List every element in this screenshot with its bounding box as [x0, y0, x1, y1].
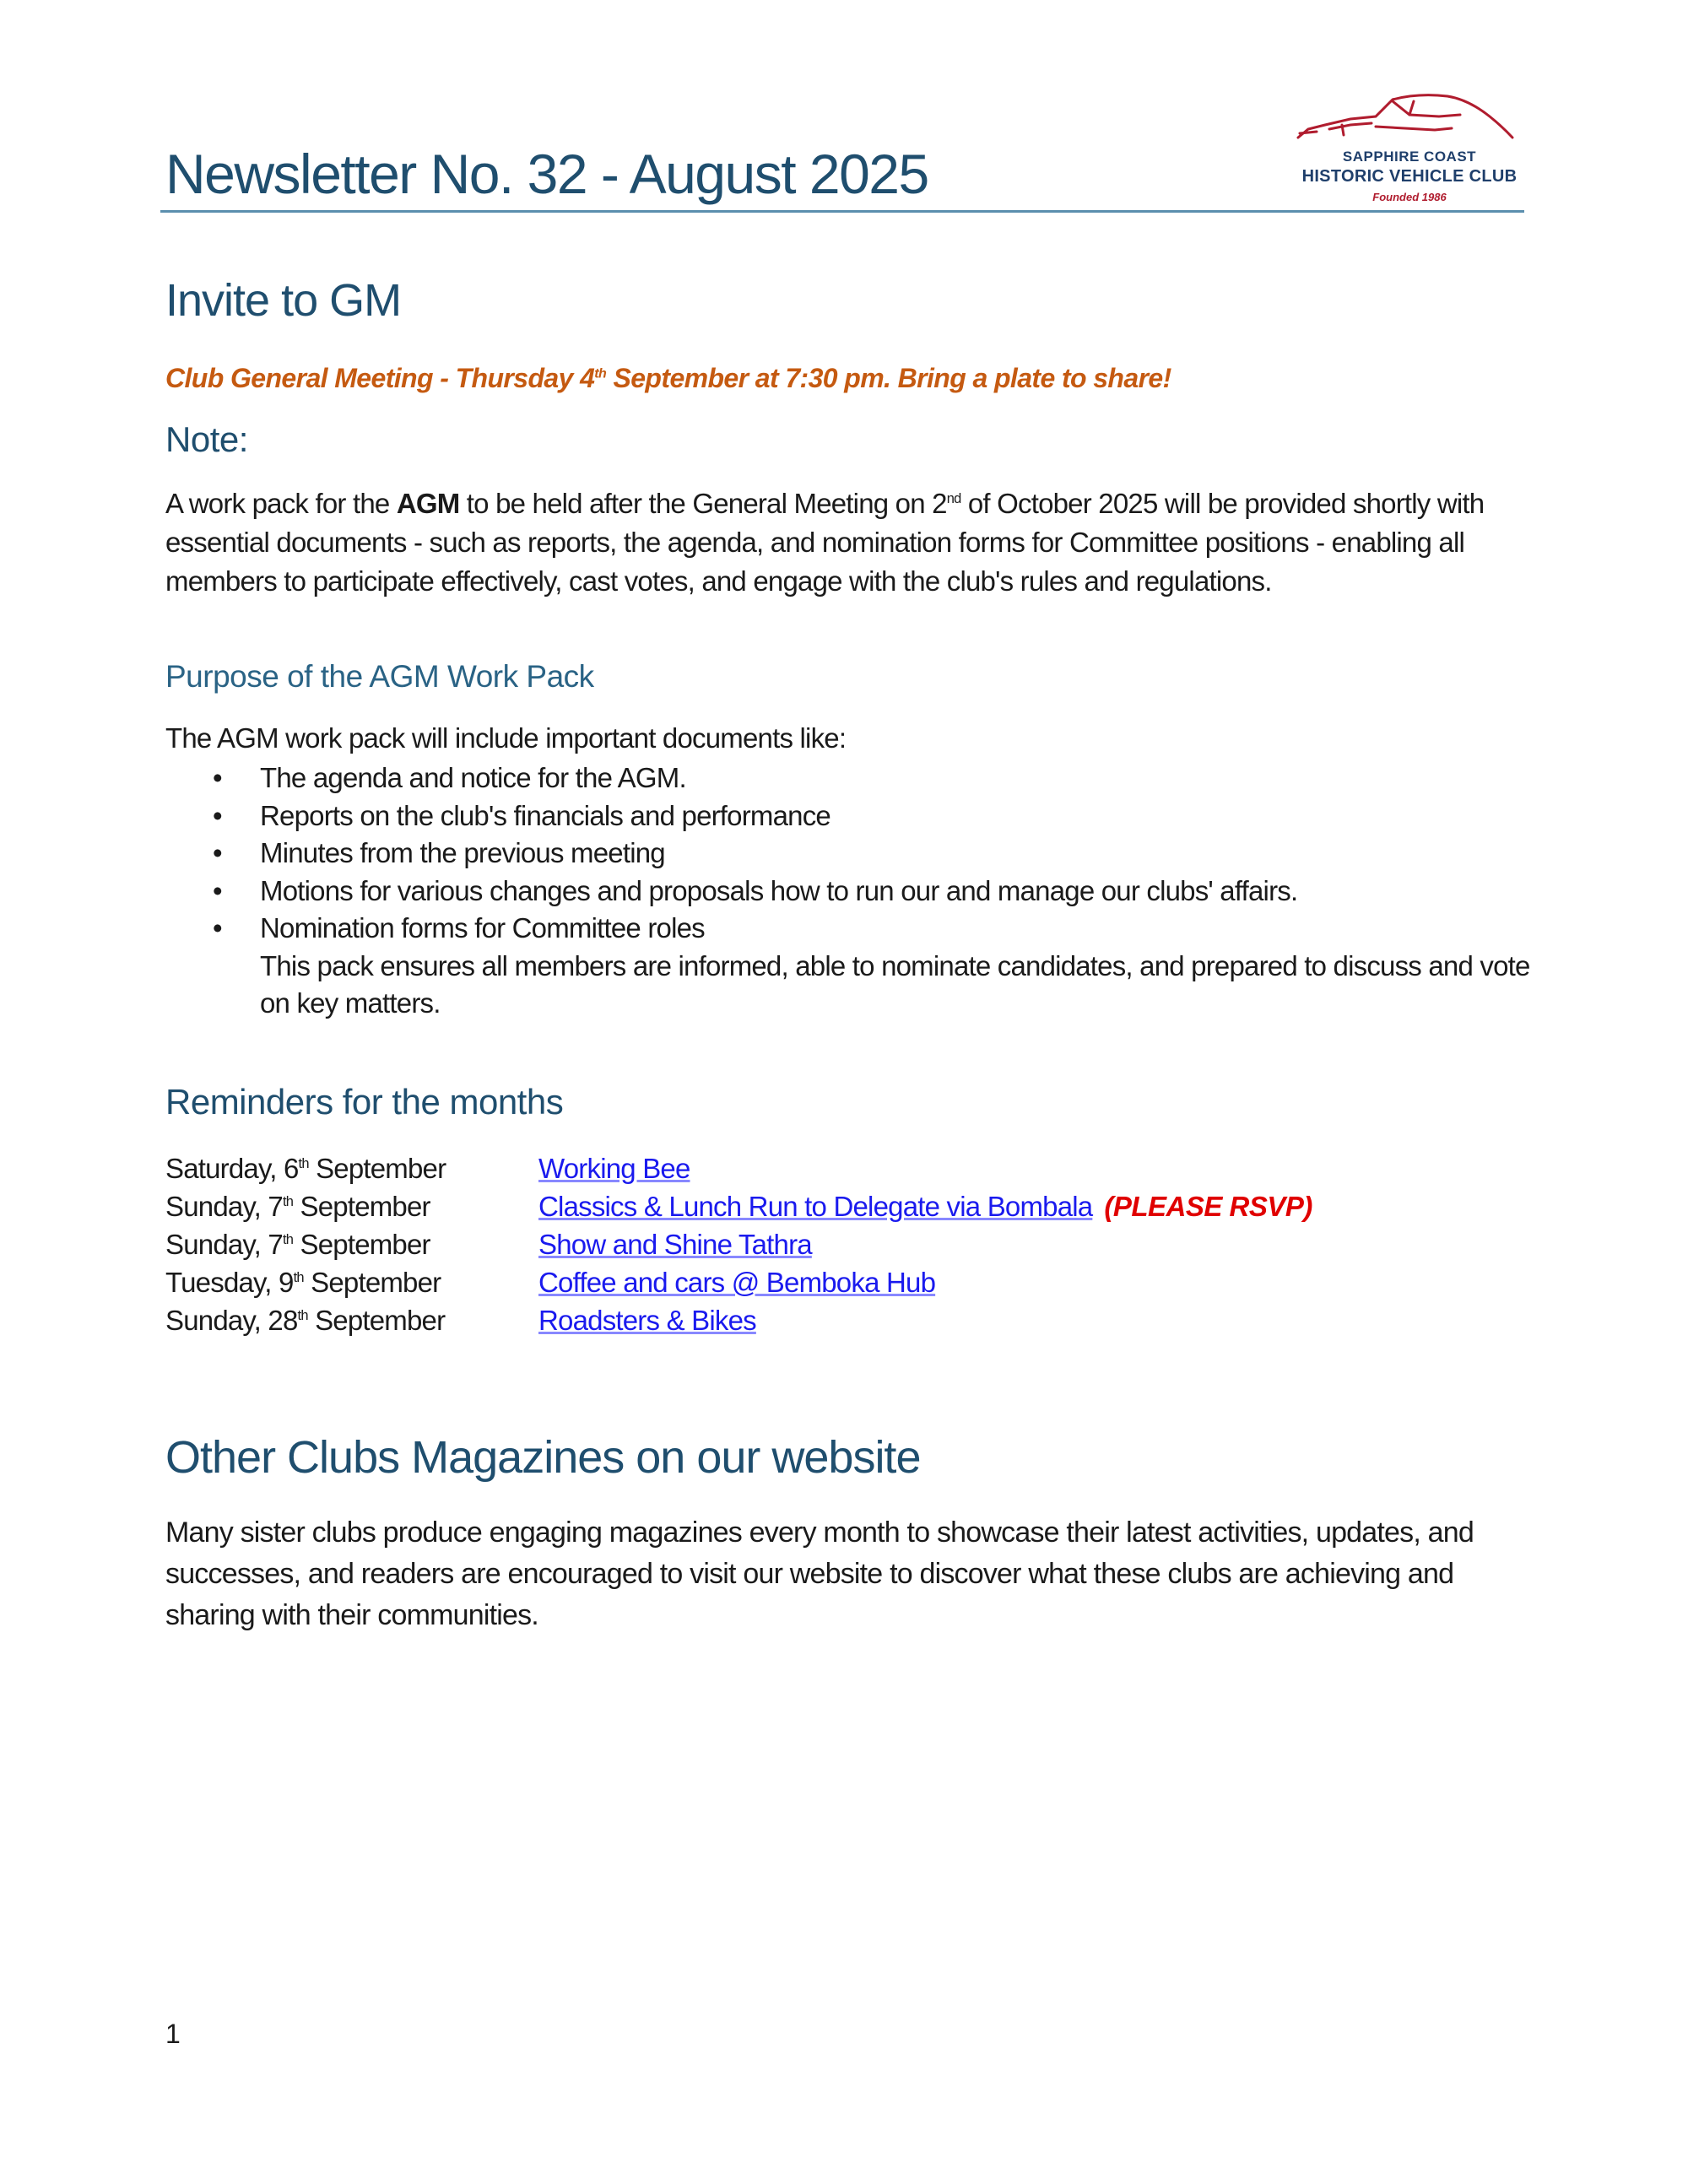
car-silhouette-icon [1291, 91, 1528, 150]
reminders-heading: Reminders for the months [165, 1082, 564, 1122]
reminder-row [165, 1149, 1312, 1187]
agm-paragraph-part1: A work pack for the [165, 488, 397, 519]
bullet-icon: • [213, 799, 222, 831]
meeting-notice [165, 363, 1171, 394]
invite-heading: Invite to GM [165, 275, 402, 326]
reminder-row [165, 1187, 1312, 1225]
list-item [165, 910, 1533, 948]
title-divider [160, 210, 1524, 213]
logo-text-line3: Founded 1986 [1372, 191, 1447, 203]
reminder-row [165, 1225, 1312, 1263]
reminder-month: September [293, 1229, 430, 1260]
logo-text-line1: SAPPHIRE COAST [1342, 149, 1477, 165]
bullet-icon: • [213, 837, 222, 868]
list-item [165, 873, 1533, 911]
reminder-month: September [303, 1267, 441, 1298]
list-item [165, 797, 1533, 835]
reminder-sup: th [282, 1194, 294, 1209]
work-pack-closing: This pack ensures all members are informed, able to nominate candidates, and prepared to discuss and vote on key matters. [260, 949, 1530, 1019]
reminder-date [165, 1149, 538, 1187]
list-item-text: The agenda and notice for the AGM. [260, 762, 686, 793]
agm-bold: AGM [396, 488, 460, 519]
reminder-row [165, 1301, 1312, 1339]
meeting-notice-prefix: Club General Meeting - Thursday 4 [165, 363, 595, 393]
reminder-sup: th [293, 1270, 304, 1285]
page-title: Newsletter No. 32 - August 2025 [165, 143, 928, 205]
meeting-notice-suffix: September at 7:30 pm. Bring a plate to share! [606, 363, 1171, 393]
purpose-heading: Purpose of the AGM Work Pack [165, 659, 594, 694]
bullet-icon: • [213, 874, 222, 906]
reminder-date [165, 1187, 538, 1225]
reminder-day: Sunday, 7 [165, 1229, 283, 1260]
reminder-sup: th [298, 1156, 309, 1171]
magazines-paragraph: Many sister clubs produce engaging magazines every month to showcase their latest activities, updates, and successes, and readers are encouraged to visit our website to discover what these clubs are achieving and sharing with their communities. [165, 1516, 1474, 1631]
rsvp-note: (PLEASE RSVP) [1104, 1191, 1312, 1222]
reminder-day: Sunday, 7 [165, 1191, 283, 1222]
agm-paragraph [165, 484, 1533, 601]
magazines-heading: Other Clubs Magazines on our website [165, 1432, 921, 1483]
reminder-sup: th [297, 1308, 308, 1323]
reminder-date [165, 1301, 538, 1339]
reminder-date [165, 1263, 538, 1301]
reminder-month: September [307, 1305, 446, 1336]
reminder-row [165, 1263, 1312, 1301]
bullet-icon: • [213, 762, 222, 793]
reminder-date [165, 1225, 538, 1263]
event-link[interactable]: Coffee and cars @ Bemboka Hub [538, 1267, 936, 1298]
agm-paragraph-part3: of October 2025 will be provided shortly with essential documents - such as reports, the agenda, and nomination forms for Committee positions - enabling all members to participate effectively, cast votes, and engage with the club's rules and regulations. [165, 488, 1485, 597]
reminders-list [165, 1149, 1312, 1339]
reminder-day: Sunday, 28 [165, 1305, 298, 1336]
bullet-icon: • [213, 912, 222, 943]
list-item [165, 835, 1533, 873]
event-link[interactable]: Roadsters & Bikes [538, 1305, 756, 1336]
event-link[interactable]: Classics & Lunch Run to Delegate via Bombala [538, 1191, 1093, 1222]
agm-paragraph-part2: to be held after the General Meeting on 2 [459, 488, 947, 519]
reminder-month: September [293, 1191, 430, 1222]
reminder-sup: th [282, 1232, 294, 1247]
list-item-text: Reports on the club's financials and performance [260, 799, 830, 831]
page-number: 1 [165, 2019, 181, 2049]
note-heading: Note: [165, 419, 248, 459]
event-link[interactable]: Working Bee [538, 1153, 690, 1184]
agm-paragraph-sup: nd [946, 491, 961, 506]
list-item-text: Nomination forms for Committee roles [260, 912, 705, 943]
list-item [165, 760, 1533, 797]
club-logo [1291, 91, 1528, 209]
meeting-notice-sup: th [594, 366, 607, 381]
work-pack-list [165, 760, 1533, 1023]
list-item-text: Motions for various changes and proposals how to run our and manage our clubs' affairs. [260, 874, 1298, 906]
purpose-intro: The AGM work pack will include important documents like: [165, 722, 847, 754]
reminder-month: September [308, 1153, 446, 1184]
logo-text-line2: HISTORIC VEHICLE CLUB [1301, 167, 1518, 186]
reminder-day: Tuesday, 9 [165, 1267, 294, 1298]
list-item-text: Minutes from the previous meeting [260, 837, 665, 868]
reminder-day: Saturday, 6 [165, 1153, 299, 1184]
event-link[interactable]: Show and Shine Tathra [538, 1229, 812, 1260]
